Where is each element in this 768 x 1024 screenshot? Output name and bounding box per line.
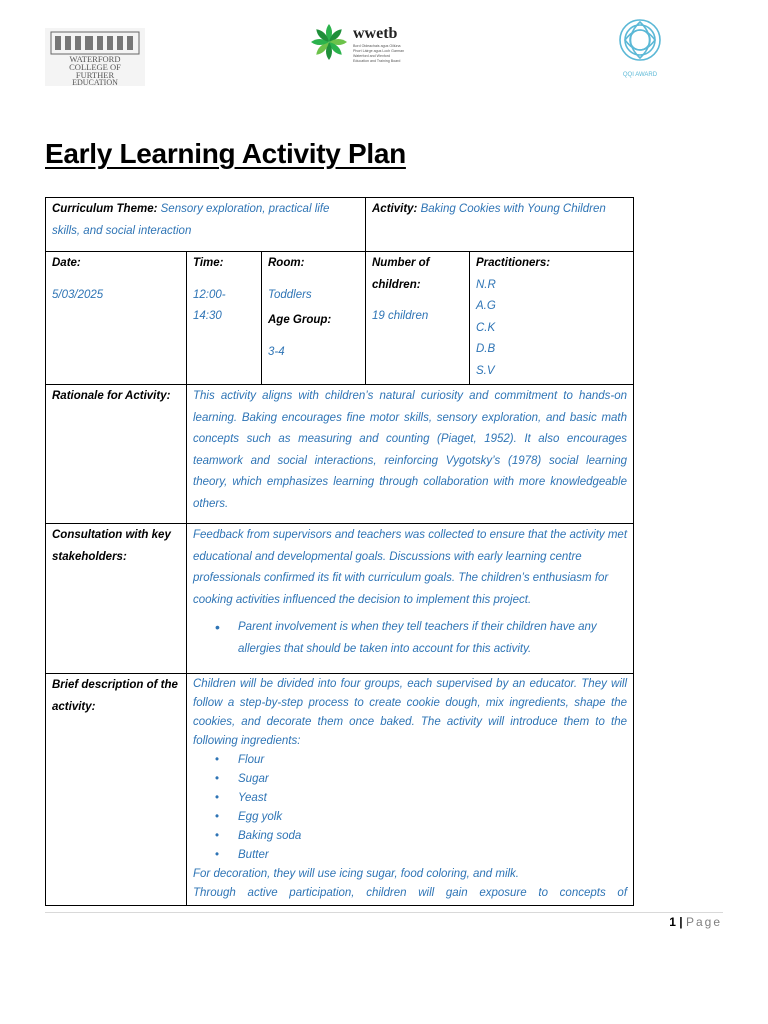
row-details [46, 252, 634, 385]
list-item: • Egg yolk [193, 808, 627, 827]
list-item: • Sugar [193, 770, 627, 789]
svg-text:WATERFORD: WATERFORD [69, 54, 121, 64]
svg-text:Education and Training Board: Education and Training Board [353, 59, 401, 63]
brief-decoration: For decoration, they will use icing sugar, food coloring, and milk. [193, 868, 519, 880]
brief-intro: Children will be divided into four groups, each supervised by an educator. They will follow a step-by-step process to create cookie dough, mix ingredients, shape the cookies, and decorate them once baked. The activity will introduce them to the following ingredients: [193, 678, 628, 747]
brief-label-cell [46, 674, 187, 906]
svg-text:COLLEGE OF: COLLEGE OF [69, 62, 121, 72]
activity-label: Activity: [372, 203, 418, 215]
date-cell [46, 252, 187, 385]
room-label: Room: [268, 257, 305, 269]
brief-last-line: Through active participation, children will gain exposure to concepts of [193, 887, 628, 899]
rationale-text: This activity aligns with children’s natural curiosity and commitment to hands-on learning. Baking encourages fine motor skills, sensory exploration, and basic math concepts such as measuring and counting (Piaget, 1952). It also encourages teamwork and social interactions, reinforcing Vygotsky’s (1978) social learning theory, which emphasizes learning through collaboration with more knowledgeable others. [193, 390, 628, 510]
qqi-logo [615, 12, 665, 82]
age-group-value: 3-4 [268, 345, 285, 358]
room-value: Toddlers [268, 288, 312, 301]
list-item: • Butter [193, 846, 627, 865]
svg-text:EDUCATION: EDUCATION [72, 78, 118, 86]
time-cell [187, 252, 262, 385]
time-label: Time: [193, 257, 224, 269]
rationale-label-cell [46, 385, 187, 524]
consultation-bullets [193, 617, 627, 660]
time-value: 12:00-14:30 [193, 288, 226, 322]
practitioner-item: D.B [476, 343, 496, 355]
age-group-label: Age Group: [268, 314, 332, 326]
ingredients-list [193, 751, 627, 865]
row-brief [46, 674, 634, 906]
date-value: 5/03/2025 [52, 288, 104, 301]
row-theme-activity [46, 198, 634, 252]
svg-text:Bord Oideachais agus Oiliúna: Bord Oideachais agus Oiliúna [353, 44, 401, 48]
page-number [669, 915, 722, 929]
footer-divider [45, 912, 723, 913]
practitioners-label: Practitioners: [476, 257, 551, 269]
consultation-text: Feedback from supervisors and teachers was collected to ensure that the activity met educational and developmental goals. Discussions with early learning centre professionals confirmed its fit with curriculum goals. The children’s enthusiasm for cooking activities influenced the decision to implement this project. [193, 529, 628, 606]
brief-description-label: Brief description of the activity: [52, 679, 178, 713]
list-item: • Baking soda [193, 827, 627, 846]
practitioner-item: N.R [476, 278, 496, 291]
practitioner-item: S.V [476, 364, 495, 377]
list-item: • Flour [193, 751, 627, 770]
practitioner-item: C.K [476, 321, 496, 334]
practitioner-item: A.G [476, 300, 496, 312]
activity-plan-table [45, 197, 634, 906]
date-label: Date: [52, 257, 81, 269]
row-consultation [46, 524, 634, 674]
wwetb-logo [303, 4, 413, 84]
room-cell [262, 252, 366, 385]
document-title: Early Learning Activity Plan [45, 138, 406, 169]
row-rationale [46, 385, 634, 524]
rationale-text-cell [187, 385, 634, 524]
rationale-label: Rationale for Activity: [52, 390, 171, 402]
consultation-label: Consultation with key stakeholders: [52, 529, 171, 563]
wwetb-name: wwetb [353, 25, 398, 42]
children-cell [366, 252, 470, 385]
curriculum-theme-cell [46, 198, 366, 252]
curriculum-theme-label: Curriculum Theme: [52, 203, 158, 215]
svg-text:Phort Láirge agus Loch Garman: Phort Láirge agus Loch Garman [353, 49, 405, 53]
page-word: Page [685, 915, 722, 929]
page-number-value: 1 [669, 915, 676, 929]
svg-text:Waterford and Wexford: Waterford and Wexford [353, 54, 390, 58]
activity-cell [366, 198, 634, 252]
svg-text:FURTHER: FURTHER [75, 70, 115, 80]
page-separator: | [679, 915, 683, 929]
number-of-children-label: Number of children: [372, 257, 430, 291]
consultation-label-cell [46, 524, 187, 674]
activity-value: Baking Cookies with Young Children [420, 203, 606, 215]
list-item: • Parent involvement is when they tell teachers if their children have any allergies that should be taken into account for this activity. [193, 617, 627, 660]
curriculum-theme-value: Sensory exploration, practical life skills, and social interaction [52, 203, 330, 237]
number-of-children-value: 19 children [372, 310, 429, 322]
consultation-text-cell [187, 524, 634, 674]
practitioners-cell [470, 252, 634, 385]
list-item: • Yeast [193, 789, 627, 808]
svg-text:QQI AWARD: QQI AWARD [622, 72, 658, 78]
waterford-college-logo [45, 28, 145, 86]
brief-text-cell [187, 674, 634, 906]
